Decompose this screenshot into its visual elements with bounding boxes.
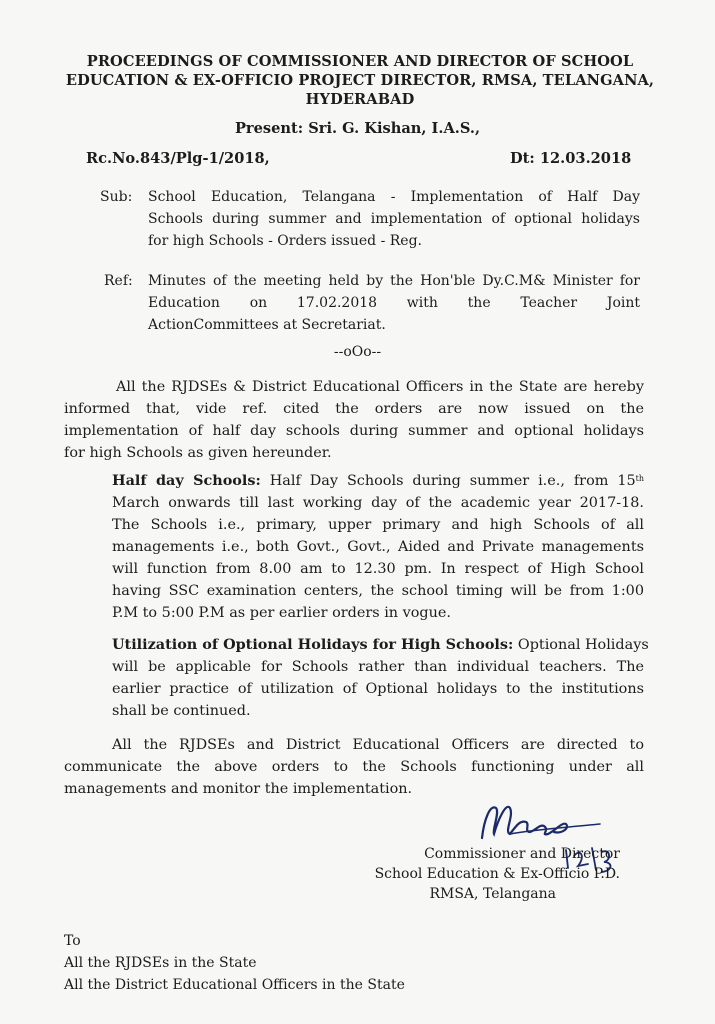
intro-line: All the RJDSEs & District Educational Officers in the State are hereby — [116, 379, 644, 395]
superscript: th — [635, 474, 645, 483]
closing-line: communicate the above orders to the Schools functioning under all — [64, 759, 644, 775]
recipient: All the District Educational Officers in the State — [64, 977, 405, 993]
intro-line: for high Schools as given hereunder. — [64, 445, 332, 461]
to-label: To — [64, 933, 81, 949]
reference-block — [104, 270, 644, 340]
subject-line: School Education, Telangana - Implementation of Half Day — [148, 189, 640, 205]
signatory-title: Commissioner and Director — [424, 846, 620, 862]
half-day-line: March onwards till last working day of the academic year 2017-18. — [112, 495, 644, 511]
optional-line: shall be continued. — [112, 703, 251, 719]
half-day-line: managements i.e., both Govt., Govt., Aided and Private managements — [112, 539, 644, 555]
header-line-2: EDUCATION & EX-OFFICIO PROJECT DIRECTOR, RMSA, TELANGANA, — [65, 72, 655, 89]
optional-line: will be applicable for Schools rather than individual teachers. The — [112, 659, 644, 675]
recipient: All the RJDSEs in the State — [64, 955, 257, 971]
reference-label: Ref: — [104, 273, 133, 289]
separator: --oOo-- — [333, 344, 382, 360]
reference-number: Rc.No.843/Plg-1/2018, — [86, 150, 270, 167]
half-day-line: The Schools i.e., primary, upper primary and high Schools of all — [112, 517, 644, 533]
intro-paragraph — [64, 376, 644, 464]
header-line-1: PROCEEDINGS OF COMMISSIONER AND DIRECTOR OF SCHOOL — [86, 53, 634, 70]
half-day-text: Half Day Schools during summer i.e., from 15 — [269, 473, 636, 489]
reference-line: ActionCommittees at Secretariat. — [148, 317, 386, 333]
half-day-paragraph — [112, 470, 644, 624]
intro-line: informed that, vide ref. cited the orders are now issued on the — [64, 401, 644, 417]
closing-line: All the RJDSEs and District Educational Officers are directed to — [112, 737, 644, 753]
reference-line: Education on 17.02.2018 with the Teacher Joint — [148, 295, 640, 311]
subject-line: for high Schools - Orders issued - Reg. — [148, 233, 422, 249]
optional-holidays-paragraph — [112, 634, 649, 722]
closing-line: managements and monitor the implementation. — [64, 781, 413, 797]
document-date: Dt: 12.03.2018 — [510, 150, 632, 167]
subject-line: Schools during summer and implementation of optional holidays — [148, 211, 640, 227]
half-day-title: Half day Schools: — [112, 472, 261, 489]
optional-title: Utilization of Optional Holidays for High Schools: — [112, 636, 514, 653]
signature-block — [330, 844, 620, 904]
optional-line: earlier practice of utilization of Optional holidays to the institutions — [112, 681, 644, 697]
half-day-line: P.M to 5:00 P.M as per earlier orders in vogue. — [112, 605, 451, 621]
half-day-line: having SSC examination centers, the school timing will be from 1:00 — [112, 583, 644, 599]
present-line: Present: Sri. G. Kishan, I.A.S., — [234, 120, 481, 137]
signatory-org: RMSA, Telangana — [429, 886, 556, 902]
reference-line: Minutes of the meeting held by the Hon'ble Dy.C.M& Minister for — [148, 273, 640, 289]
optional-first-line — [112, 634, 649, 656]
half-day-line: will function from 8.00 am to 12.30 pm. In respect of High School — [112, 561, 644, 577]
signatory-office: School Education & Ex-Officio P.D. — [374, 866, 620, 882]
half-day-first-line — [112, 470, 644, 492]
subject-label: Sub: — [100, 189, 133, 205]
recipients-block — [64, 930, 405, 996]
intro-line: implementation of half day schools during summer and optional holidays — [64, 423, 644, 439]
header-line-3: HYDERABAD — [305, 91, 415, 108]
optional-text: Optional Holidays — [517, 637, 649, 653]
subject-block — [100, 186, 640, 256]
